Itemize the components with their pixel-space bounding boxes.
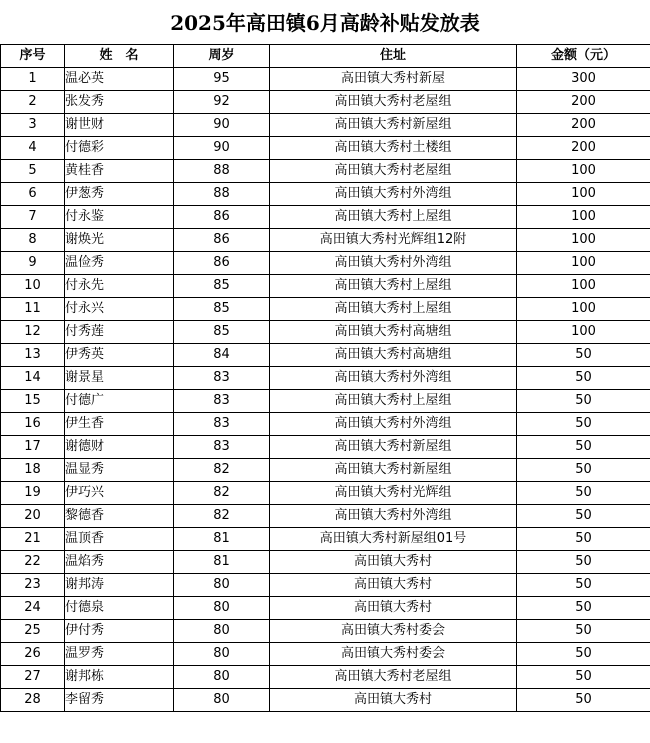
cell-age: 83 (174, 436, 270, 459)
cell-address: 高田镇大秀村上屋组 (270, 390, 517, 413)
table-row (1, 252, 650, 275)
table-row (1, 620, 650, 643)
table-row (1, 137, 650, 160)
cell-amount: 100 (517, 321, 650, 344)
table-body (1, 68, 650, 712)
cell-address: 高田镇大秀村光辉组 (270, 482, 517, 505)
cell-amount: 50 (517, 597, 650, 620)
cell-address: 高田镇大秀村委会 (270, 643, 517, 666)
cell-name: 黎德香 (65, 505, 174, 528)
cell-address: 高田镇大秀村高塘组 (270, 321, 517, 344)
table-row (1, 321, 650, 344)
cell-name: 伊生香 (65, 413, 174, 436)
cell-no: 7 (1, 206, 65, 229)
cell-age: 83 (174, 413, 270, 436)
cell-no: 19 (1, 482, 65, 505)
cell-amount: 50 (517, 367, 650, 390)
cell-age: 92 (174, 91, 270, 114)
cell-age: 88 (174, 160, 270, 183)
cell-no: 6 (1, 183, 65, 206)
header-address: 住址 (270, 45, 517, 68)
cell-age: 86 (174, 252, 270, 275)
cell-address: 高田镇大秀村外湾组 (270, 183, 517, 206)
table-row (1, 482, 650, 505)
cell-no: 15 (1, 390, 65, 413)
cell-no: 9 (1, 252, 65, 275)
cell-address: 高田镇大秀村上屋组 (270, 275, 517, 298)
cell-address: 高田镇大秀村 (270, 689, 517, 712)
cell-name: 温焰秀 (65, 551, 174, 574)
cell-name: 张发秀 (65, 91, 174, 114)
cell-amount: 50 (517, 482, 650, 505)
cell-age: 80 (174, 597, 270, 620)
cell-age: 83 (174, 367, 270, 390)
cell-name: 付德泉 (65, 597, 174, 620)
cell-name: 伊葱秀 (65, 183, 174, 206)
cell-amount: 50 (517, 390, 650, 413)
cell-address: 高田镇大秀村外湾组 (270, 252, 517, 275)
cell-address: 高田镇大秀村高塘组 (270, 344, 517, 367)
cell-no: 3 (1, 114, 65, 137)
cell-name: 谢世财 (65, 114, 174, 137)
cell-name: 伊巧兴 (65, 482, 174, 505)
table-row (1, 160, 650, 183)
cell-address: 高田镇大秀村新屋组01号 (270, 528, 517, 551)
cell-age: 88 (174, 183, 270, 206)
cell-no: 23 (1, 574, 65, 597)
cell-name: 温顶香 (65, 528, 174, 551)
cell-no: 17 (1, 436, 65, 459)
cell-no: 21 (1, 528, 65, 551)
cell-amount: 50 (517, 551, 650, 574)
cell-address: 高田镇大秀村 (270, 574, 517, 597)
cell-address: 高田镇大秀村土楼组 (270, 137, 517, 160)
cell-no: 18 (1, 459, 65, 482)
table-row (1, 229, 650, 252)
subsidy-table (0, 44, 650, 712)
cell-amount: 50 (517, 459, 650, 482)
table-row (1, 666, 650, 689)
cell-age: 80 (174, 689, 270, 712)
table-row (1, 206, 650, 229)
cell-name: 温显秀 (65, 459, 174, 482)
cell-age: 85 (174, 275, 270, 298)
cell-address: 高田镇大秀村新屋 (270, 68, 517, 91)
cell-amount: 50 (517, 689, 650, 712)
cell-no: 27 (1, 666, 65, 689)
cell-age: 81 (174, 528, 270, 551)
header-no: 序号 (1, 45, 65, 68)
cell-no: 16 (1, 413, 65, 436)
cell-name: 谢景星 (65, 367, 174, 390)
cell-amount: 200 (517, 114, 650, 137)
cell-no: 10 (1, 275, 65, 298)
cell-name: 谢邦栋 (65, 666, 174, 689)
cell-no: 12 (1, 321, 65, 344)
cell-no: 28 (1, 689, 65, 712)
table-row (1, 298, 650, 321)
header-amount: 金额（元） (517, 45, 650, 68)
table-row (1, 505, 650, 528)
cell-address: 高田镇大秀村老屋组 (270, 160, 517, 183)
cell-no: 13 (1, 344, 65, 367)
cell-name: 温罗秀 (65, 643, 174, 666)
table-row (1, 436, 650, 459)
cell-age: 81 (174, 551, 270, 574)
cell-no: 25 (1, 620, 65, 643)
cell-name: 温俭秀 (65, 252, 174, 275)
cell-name: 伊付秀 (65, 620, 174, 643)
cell-name: 伊秀英 (65, 344, 174, 367)
cell-amount: 100 (517, 206, 650, 229)
cell-address: 高田镇大秀村上屋组 (270, 298, 517, 321)
cell-address: 高田镇大秀村光辉组12附 (270, 229, 517, 252)
cell-amount: 100 (517, 183, 650, 206)
cell-age: 80 (174, 666, 270, 689)
cell-address: 高田镇大秀村 (270, 597, 517, 620)
cell-name: 谢德财 (65, 436, 174, 459)
cell-age: 82 (174, 505, 270, 528)
cell-address: 高田镇大秀村 (270, 551, 517, 574)
cell-no: 22 (1, 551, 65, 574)
cell-address: 高田镇大秀村新屋组 (270, 436, 517, 459)
cell-amount: 200 (517, 91, 650, 114)
cell-age: 80 (174, 574, 270, 597)
cell-name: 付永鉴 (65, 206, 174, 229)
header-name: 姓 名 (65, 45, 174, 68)
cell-name: 谢邦涛 (65, 574, 174, 597)
cell-no: 24 (1, 597, 65, 620)
cell-amount: 200 (517, 137, 650, 160)
cell-amount: 50 (517, 413, 650, 436)
table-row (1, 367, 650, 390)
cell-age: 83 (174, 390, 270, 413)
cell-no: 8 (1, 229, 65, 252)
table-row (1, 574, 650, 597)
cell-no: 26 (1, 643, 65, 666)
cell-address: 高田镇大秀村新屋组 (270, 459, 517, 482)
cell-amount: 50 (517, 528, 650, 551)
cell-name: 付秀莲 (65, 321, 174, 344)
cell-age: 82 (174, 482, 270, 505)
cell-age: 90 (174, 114, 270, 137)
cell-name: 温必英 (65, 68, 174, 91)
table-row (1, 183, 650, 206)
cell-age: 86 (174, 229, 270, 252)
table-row (1, 275, 650, 298)
cell-amount: 100 (517, 298, 650, 321)
table-row (1, 643, 650, 666)
cell-age: 84 (174, 344, 270, 367)
cell-address: 高田镇大秀村新屋组 (270, 114, 517, 137)
cell-amount: 100 (517, 160, 650, 183)
table-row (1, 528, 650, 551)
table-row (1, 459, 650, 482)
cell-amount: 50 (517, 620, 650, 643)
cell-amount: 50 (517, 436, 650, 459)
cell-no: 4 (1, 137, 65, 160)
cell-age: 86 (174, 206, 270, 229)
cell-address: 高田镇大秀村上屋组 (270, 206, 517, 229)
table-row (1, 344, 650, 367)
table-header-row (1, 45, 650, 68)
cell-no: 2 (1, 91, 65, 114)
cell-amount: 100 (517, 252, 650, 275)
cell-name: 付德广 (65, 390, 174, 413)
cell-address: 高田镇大秀村委会 (270, 620, 517, 643)
table-row (1, 390, 650, 413)
table-row (1, 68, 650, 91)
cell-no: 5 (1, 160, 65, 183)
table-row (1, 413, 650, 436)
cell-no: 11 (1, 298, 65, 321)
cell-address: 高田镇大秀村外湾组 (270, 367, 517, 390)
table-row (1, 597, 650, 620)
cell-amount: 50 (517, 344, 650, 367)
cell-age: 80 (174, 643, 270, 666)
cell-name: 黄桂香 (65, 160, 174, 183)
cell-amount: 100 (517, 275, 650, 298)
cell-age: 82 (174, 459, 270, 482)
cell-name: 付永兴 (65, 298, 174, 321)
cell-name: 李留秀 (65, 689, 174, 712)
table-row (1, 91, 650, 114)
cell-name: 付德彩 (65, 137, 174, 160)
cell-no: 1 (1, 68, 65, 91)
cell-amount: 50 (517, 666, 650, 689)
cell-age: 95 (174, 68, 270, 91)
cell-address: 高田镇大秀村老屋组 (270, 91, 517, 114)
cell-amount: 50 (517, 574, 650, 597)
page-title: 2025年高田镇6月高龄补贴发放表 (170, 11, 480, 35)
table-row (1, 551, 650, 574)
cell-no: 14 (1, 367, 65, 390)
cell-name: 付永先 (65, 275, 174, 298)
cell-amount: 300 (517, 68, 650, 91)
cell-age: 80 (174, 620, 270, 643)
cell-amount: 100 (517, 229, 650, 252)
cell-age: 90 (174, 137, 270, 160)
table-row (1, 689, 650, 712)
cell-age: 85 (174, 321, 270, 344)
cell-no: 20 (1, 505, 65, 528)
cell-address: 高田镇大秀村外湾组 (270, 505, 517, 528)
table-row (1, 114, 650, 137)
cell-amount: 50 (517, 505, 650, 528)
cell-name: 谢焕光 (65, 229, 174, 252)
cell-age: 85 (174, 298, 270, 321)
cell-address: 高田镇大秀村老屋组 (270, 666, 517, 689)
cell-amount: 50 (517, 643, 650, 666)
header-age: 周岁 (174, 45, 270, 68)
cell-address: 高田镇大秀村外湾组 (270, 413, 517, 436)
